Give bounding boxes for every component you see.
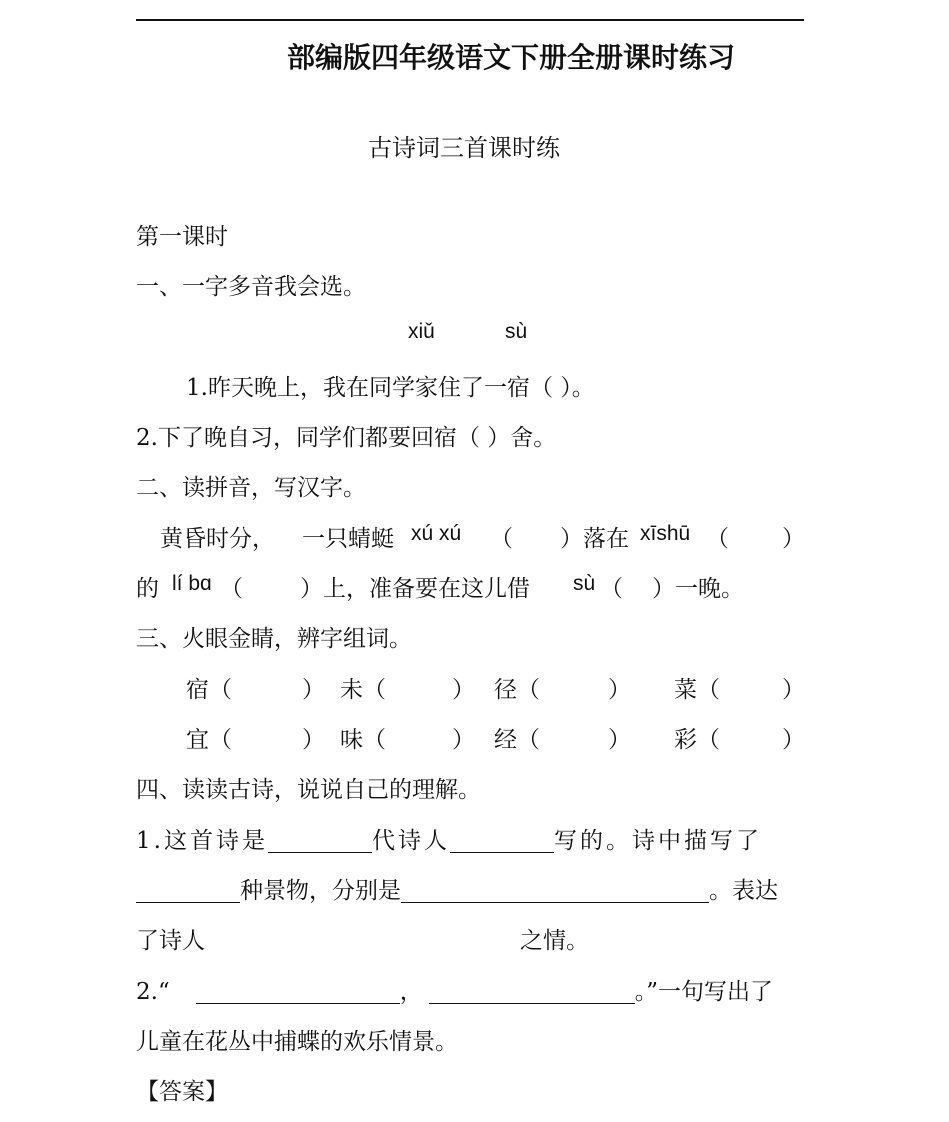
s3-r1-close-4: ） — [782, 677, 805, 703]
s4-q1-text-b: 代诗人 — [371, 828, 450, 854]
s2-text-2: 一只蜻蜓 — [302, 526, 394, 552]
s3-r2-close-3: ） — [608, 727, 631, 753]
pinyin-option-b: sù — [505, 320, 528, 343]
s2-blank-open-4: （ — [600, 576, 623, 602]
s2-blank-open-3: （ — [220, 576, 243, 602]
s2-text-3: ）落在 — [560, 526, 629, 552]
s4-q1-text-f: 了诗人 — [136, 928, 205, 954]
s4-blank-poet — [450, 827, 554, 852]
s4-q1-text-g: 之情。 — [520, 928, 589, 954]
s3-r1-word-2: 未（ — [340, 677, 386, 703]
s3-r2-close-2: ） — [452, 727, 475, 753]
top-rule — [136, 19, 804, 21]
s4-blank-dynasty — [268, 827, 372, 852]
s3-r1-word-4: 菜（ — [674, 677, 720, 703]
s2-blank-close-2: ） — [782, 526, 805, 552]
question-1-1: 1.昨天晚上，我在同学家住了一宿（ ）。 — [186, 375, 595, 401]
section3-heading: 三、火眼金睛，辨字组词。 — [136, 626, 412, 652]
section2-heading: 二、读拼音，写汉字。 — [136, 475, 366, 501]
answer-label: 【答案】 — [136, 1079, 228, 1105]
section1-heading: 一、一字多音我会选。 — [136, 274, 366, 300]
s3-r1-close-2: ） — [452, 677, 475, 703]
s3-r2-close-4: ） — [782, 727, 805, 753]
s2-pinyin-su: sù — [573, 572, 596, 595]
s4-blank-line-2 — [429, 978, 635, 1003]
s3-r2-word-1: 宜（ — [186, 727, 232, 753]
s4-blank-scenery — [401, 877, 709, 902]
s3-r1-word-3: 径（ — [494, 677, 540, 703]
s4-q1-text-c: 写的。诗中描写了 — [553, 828, 762, 854]
s4-q2-text-c: 。”一句写出了 — [634, 979, 773, 1005]
s2-text-4: 的 — [136, 576, 159, 602]
s4-q2-text-a: 2.“ — [136, 979, 170, 1005]
s4-blank-line-1 — [196, 978, 400, 1003]
s3-r2-word-4: 彩（ — [674, 727, 720, 753]
s4-blank-count — [136, 877, 240, 902]
lesson-label: 第一课时 — [136, 224, 228, 250]
page-title: 部编版四年级语文下册全册课时练习 — [287, 41, 736, 74]
s4-q2-text-b: ， — [399, 979, 423, 1005]
s2-text-5: ）上，准备要在这儿借 — [300, 576, 530, 602]
s2-pinyin-xuxu: xú xú — [411, 522, 462, 545]
s3-r2-word-3: 经（ — [494, 727, 540, 753]
s4-q1-text-d: 种景物，分别是 — [240, 878, 401, 904]
s3-r1-close-3: ） — [608, 677, 631, 703]
s4-q1-text-e: 。表达 — [709, 878, 778, 904]
s4-q1-text-a: 1.这首诗是 — [136, 828, 268, 854]
s2-text-6: ）一晚。 — [652, 576, 744, 602]
s2-pinyin-liba: lí bɑ — [172, 572, 212, 595]
s3-r1-close-1: ） — [302, 677, 325, 703]
s2-text-1: 黄昏时分， — [160, 526, 275, 552]
s3-r1-word-1: 宿（ — [186, 677, 232, 703]
s4-q2-text-d: 儿童在花丛中捕蝶的欢乐情景。 — [136, 1029, 458, 1055]
s2-blank-open-2: （ — [706, 526, 729, 552]
page-subtitle: 古诗词三首课时练 — [368, 134, 560, 162]
s2-blank-open-1: （ — [490, 526, 513, 552]
s3-r2-word-2: 味（ — [340, 727, 386, 753]
s3-r2-close-1: ） — [302, 727, 325, 753]
section4-heading: 四、读读古诗，说说自己的理解。 — [136, 777, 481, 803]
pinyin-option-a: xiǔ — [408, 320, 435, 343]
question-1-2: 2.下了晚自习，同学们都要回宿（ ）舍。 — [136, 425, 557, 451]
s2-pinyin-xishu: xīshū — [640, 522, 691, 545]
